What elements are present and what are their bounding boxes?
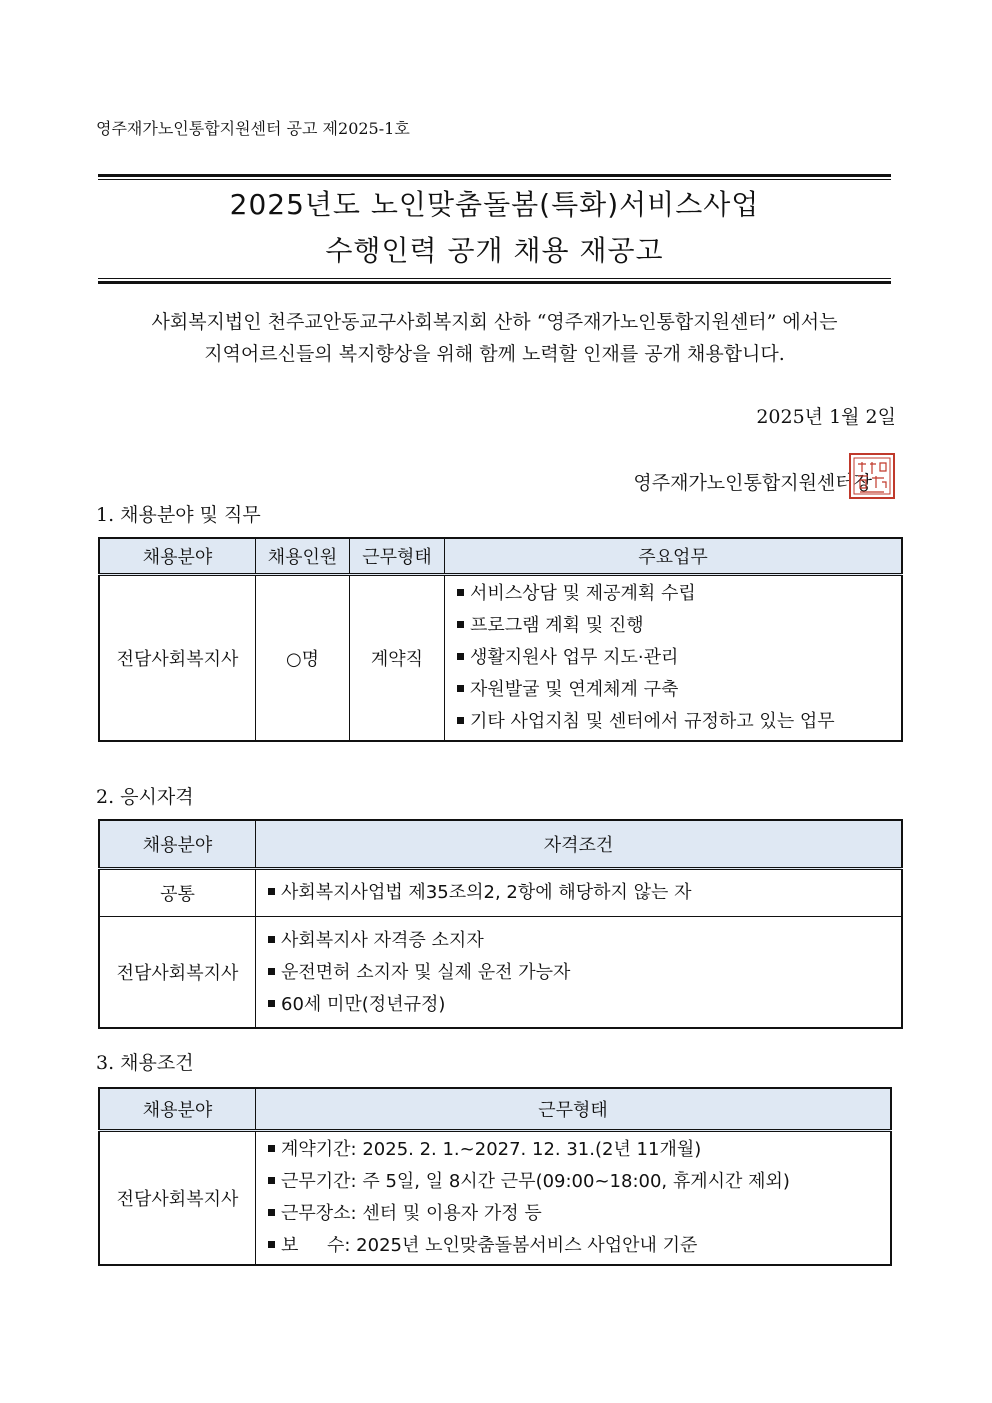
header-field: 채용분야 — [99, 1088, 256, 1131]
list-item: 기타 사업지침 및 센터에서 규정하고 있는 업무 — [457, 706, 891, 738]
list-item: 서비스상담 및 제공계획 수립 — [457, 578, 891, 610]
cell-field: 전담사회복지사 — [99, 575, 256, 742]
cell-qualifications-common — [256, 869, 903, 917]
cell-qualifications-social-worker — [256, 917, 903, 1029]
title-box — [98, 174, 891, 284]
intro-line2: 지역어르신들의 복지향상을 위해 함께 노력할 인재를 공개 채용합니다. — [204, 343, 785, 365]
list-item: 자원발굴 및 연계체계 구축 — [457, 674, 891, 706]
header-qualifications: 자격조건 — [256, 820, 903, 869]
title-bottom-rule — [98, 281, 891, 284]
list-item: 사회복지사업법 제35조의2, 2항에 해당하지 않는 자 — [268, 877, 891, 909]
list-item: 생활지원사 업무 지도·관리 — [457, 642, 891, 674]
header-duties: 주요업무 — [445, 538, 903, 575]
section1-heading: 1. 채용분야 및 직무 — [96, 504, 261, 526]
header-work-type: 근무형태 — [256, 1088, 892, 1131]
list-item: 보 수: 2025년 노인맞춤돌봄서비스 사업안내 기준 — [268, 1230, 880, 1262]
header-count: 채용인원 — [256, 538, 350, 575]
page-title-line1: 2025년도 노인맞춤돌봄(특화)서비스사업 — [229, 188, 760, 221]
page-title-line2: 수행인력 공개 채용 재공고 — [325, 234, 664, 267]
section3-heading: 3. 채용조건 — [96, 1052, 194, 1074]
list-item: 프로그램 계획 및 진행 — [457, 610, 891, 642]
title-bottom-rule-thin — [98, 278, 891, 279]
duties-table — [98, 537, 903, 742]
notice-date: 2025년 1월 2일 — [756, 406, 896, 428]
intro-line1: 사회복지법인 천주교안동교구사회복지회 산하 “영주재가노인통합지원센터” 에서는 — [151, 311, 838, 333]
cell-count: ○명 — [256, 575, 350, 742]
notice-number: 영주재가노인통합지원센터 공고 제2025-1호 — [96, 119, 410, 138]
list-item: 계약기간: 2025. 2. 1.~2027. 12. 31.(2년 11개월) — [268, 1134, 880, 1166]
list-item: 운전면허 소지자 및 실제 운전 가능자 — [268, 957, 891, 989]
cell-field: 전담사회복지사 — [99, 1131, 256, 1266]
official-seal-icon — [848, 452, 896, 500]
conditions-table — [98, 1087, 892, 1266]
header-type: 근무형태 — [350, 538, 445, 575]
cell-duties — [445, 575, 903, 742]
list-item: 근무기간: 주 5일, 일 8시간 근무(09:00~18:00, 휴게시간 제외) — [268, 1166, 880, 1198]
section2-heading: 2. 응시자격 — [96, 786, 194, 808]
header-field: 채용분야 — [99, 820, 256, 869]
issuer-name: 영주재가노인통합지원센터장 — [633, 472, 872, 494]
header-field: 채용분야 — [99, 538, 256, 575]
qualification-table — [98, 819, 903, 1029]
intro-paragraph — [98, 306, 891, 370]
cell-field-common: 공통 — [99, 869, 256, 917]
list-item: 사회복지사 자격증 소지자 — [268, 925, 891, 957]
list-item: 근무장소: 센터 및 이용자 가정 등 — [268, 1198, 880, 1230]
list-item: 60세 미만(정년규정) — [268, 989, 891, 1021]
cell-conditions — [256, 1131, 892, 1266]
cell-type: 계약직 — [350, 575, 445, 742]
cell-field-social-worker: 전담사회복지사 — [99, 917, 256, 1029]
title-top-rule — [98, 174, 891, 177]
